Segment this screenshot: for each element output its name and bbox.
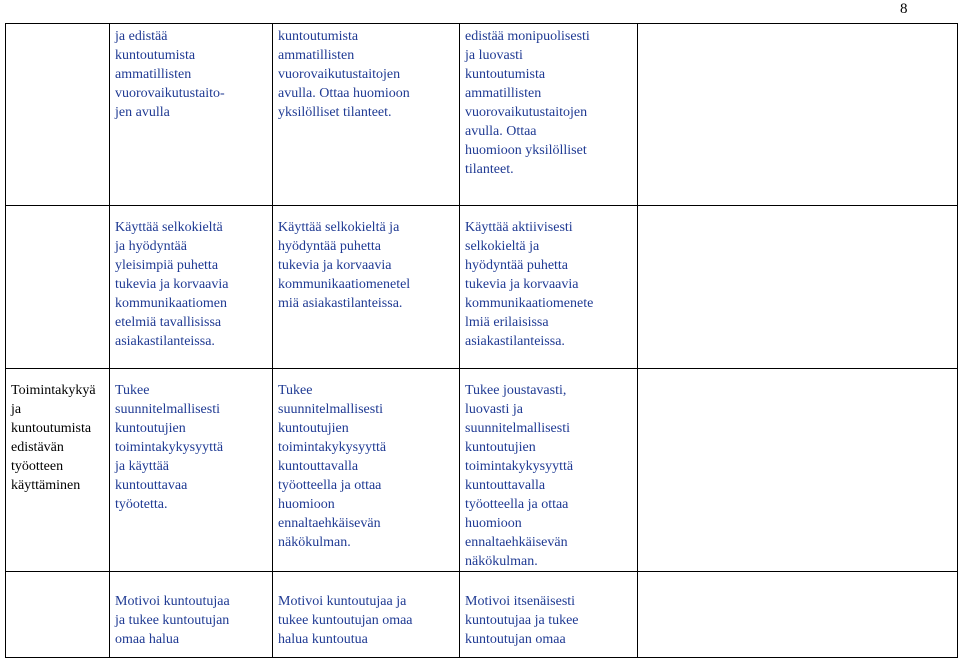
assessment-criteria-table [5,23,958,658]
table-cell-notes [638,572,958,658]
table-cell-level-3: Motivoi itsenäisesti kuntoutujaa ja tukee kuntoutujan omaa [460,572,638,658]
table-cell-level-3: Tukee joustavasti, luovasti ja suunnitelmallisesti kuntoutujien toimintakykysyyttä kuntouttavalla työotteella ja ottaa huomioon ennaltaehkäisevän näkökulman. [460,369,638,572]
page-number: 8 [900,1,908,17]
table-cell-topic: Toimintakykyä ja kuntoutumista edistävän työotteen käyttäminen [6,369,110,572]
table-cell-notes [638,24,958,206]
table-cell-level-1: ja edistää kuntoutumista ammatillisten vuorovaikutustaito- jen avulla [110,24,273,206]
table-cell-level-2: kuntoutumista ammatillisten vuorovaikutustaitojen avulla. Ottaa huomioon yksilölliset tilanteet. [273,24,460,206]
table-cell-level-1: Käyttää selkokieltä ja hyödyntää yleisimpiä puhetta tukevia ja korvaavia kommunikaatiomen etelmiä tavallisissa asiakastilanteissa. [110,206,273,369]
table-cell-topic [6,572,110,658]
table-cell-notes [638,206,958,369]
table-cell-notes [638,369,958,572]
table-cell-level-3: Käyttää aktiivisesti selkokieltä ja hyödyntää puhetta tukevia ja korvaavia kommunikaatiomenete lmiä erilaisissa asiakastilanteissa. [460,206,638,369]
table-row [6,206,958,369]
table-cell-level-1: Tukee suunnitelmallisesti kuntoutujien toimintakykysyyttä ja käyttää kuntouttavaa työotetta. [110,369,273,572]
table-cell-level-2: Motivoi kuntoutujaa ja tukee kuntoutujan omaa halua kuntoutua [273,572,460,658]
table-row [6,24,958,206]
table-cell-topic [6,24,110,206]
table-cell-level-3: edistää monipuolisesti ja luovasti kuntoutumista ammatillisten vuorovaikutustaitojen avulla. Ottaa huomioon yksilölliset tilanteet. [460,24,638,206]
table-row [6,572,958,658]
table-cell-level-1: Motivoi kuntoutujaa ja tukee kuntoutujan omaa halua [110,572,273,658]
table-cell-level-2: Käyttää selkokieltä ja hyödyntää puhetta tukevia ja korvaavia kommunikaatiomenetel miä asiakastilanteissa. [273,206,460,369]
table-row [6,369,958,572]
table-cell-level-2: Tukee suunnitelmallisesti kuntoutujien toimintakykysyyttä kuntouttavalla työotteella ja ottaa huomioon ennaltaehkäisevän näkökulman. [273,369,460,572]
table-cell-topic [6,206,110,369]
